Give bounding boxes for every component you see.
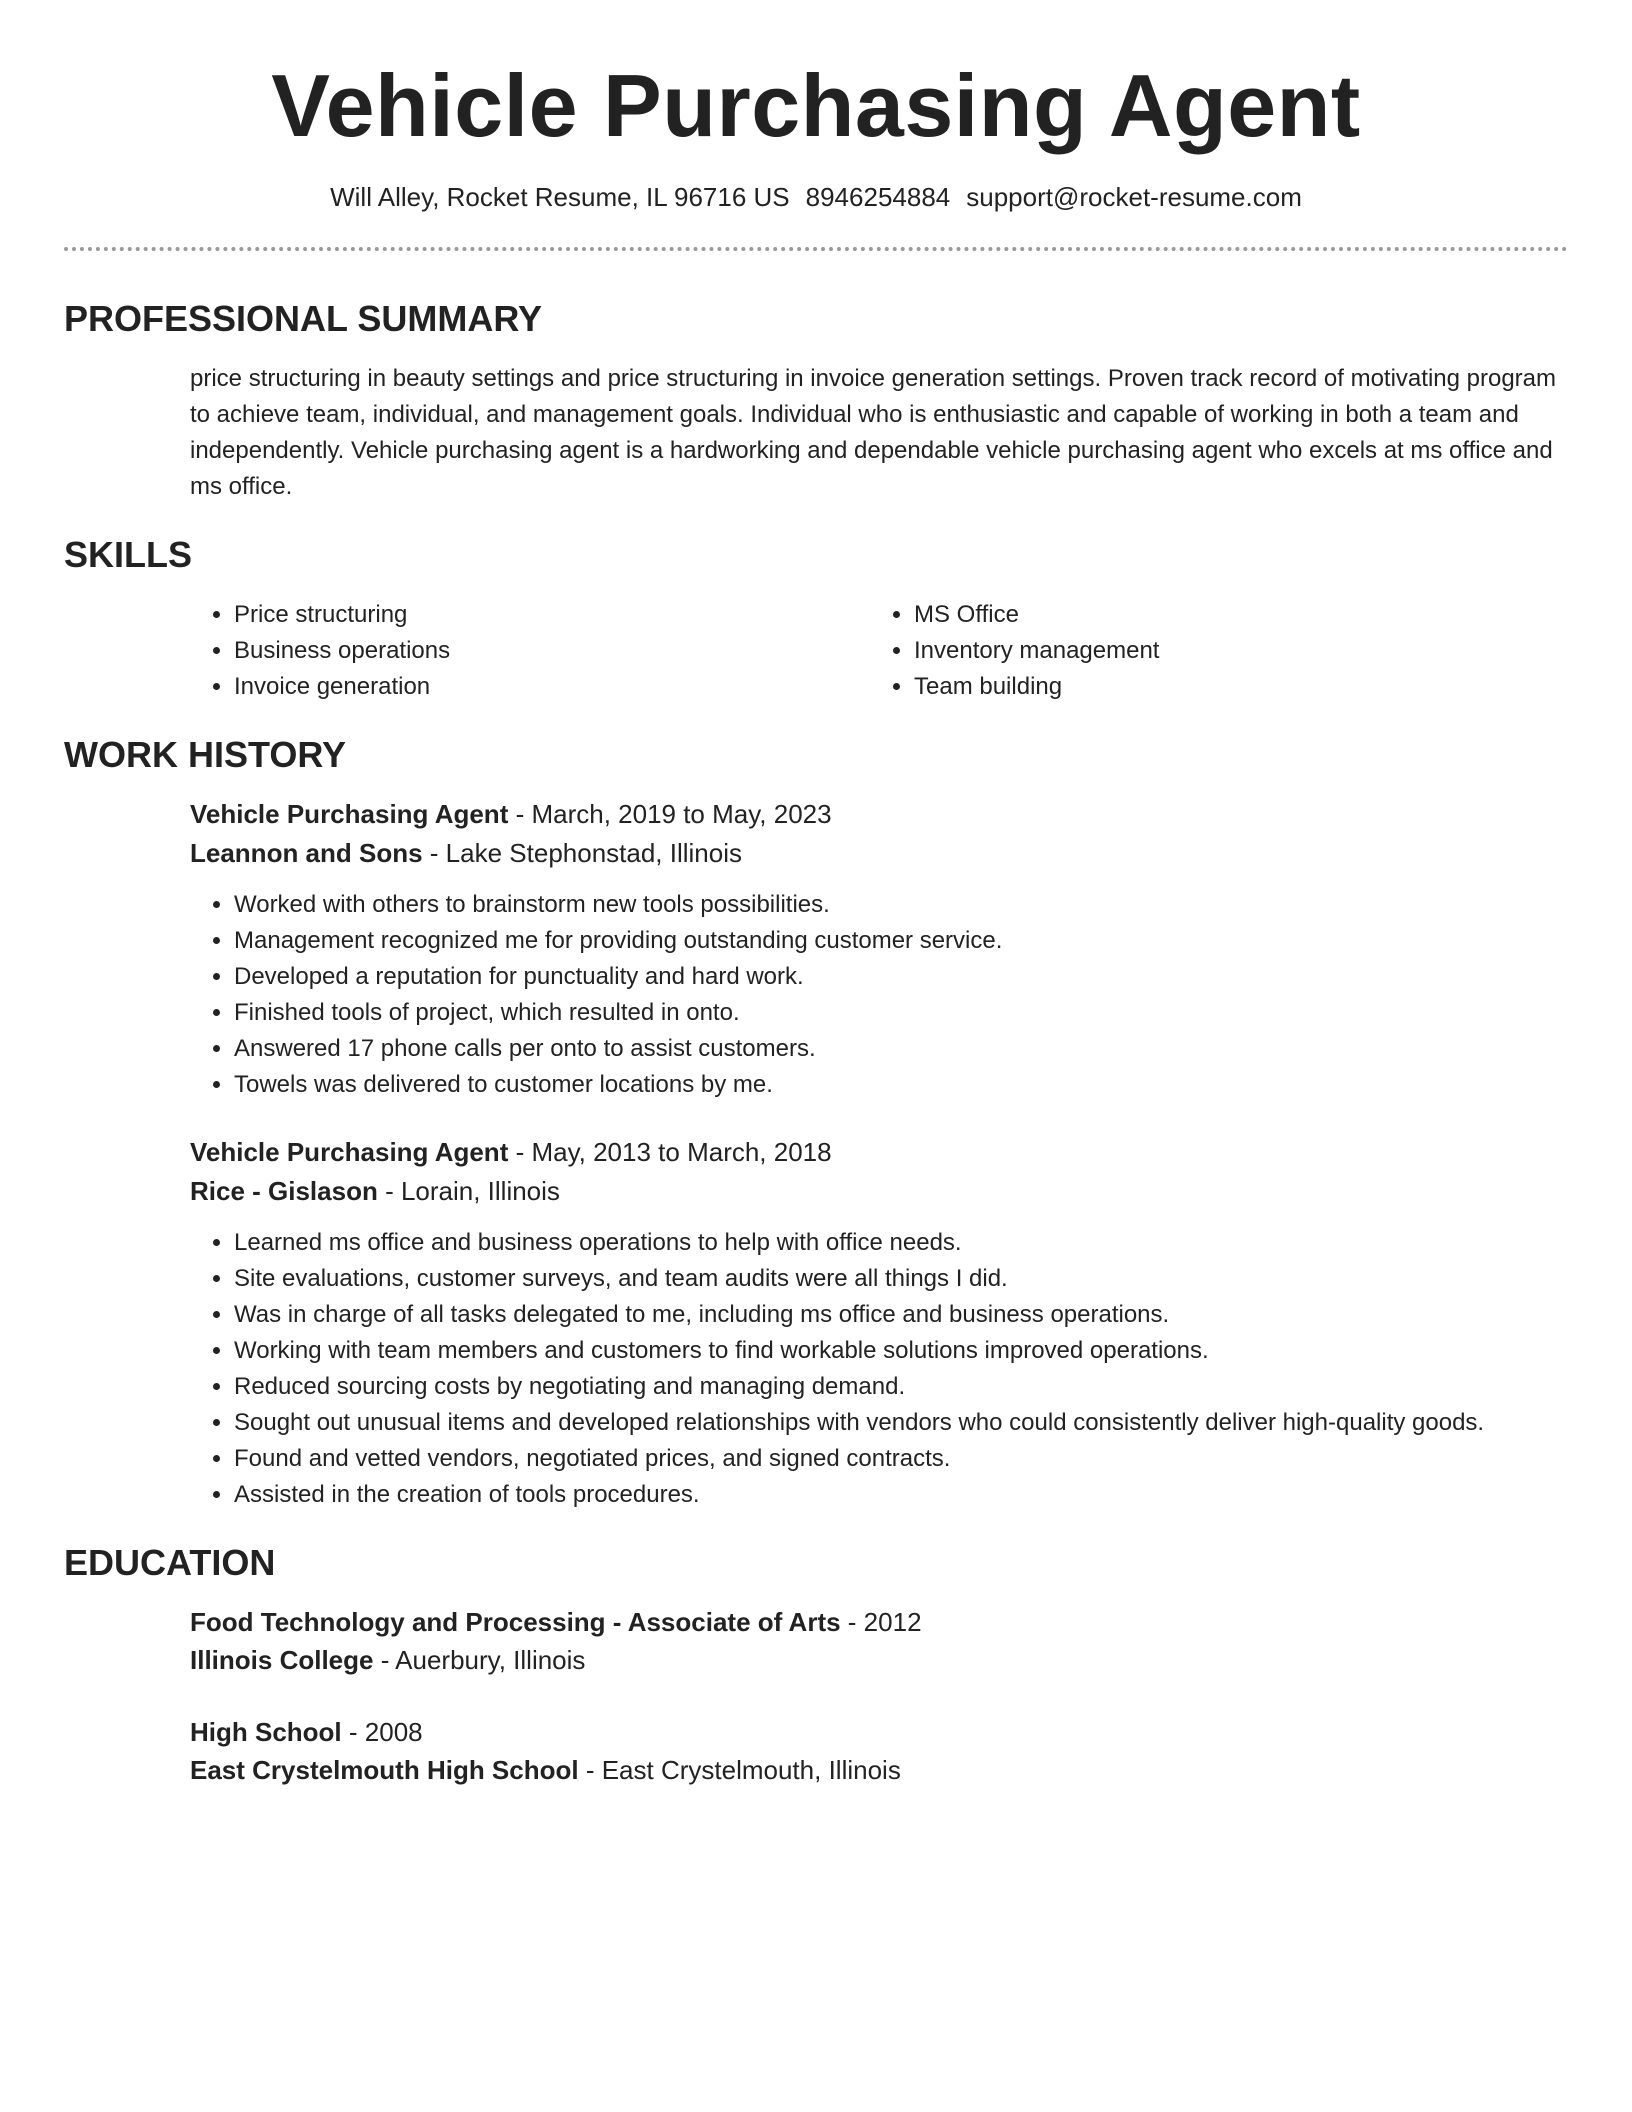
skills-column-left xyxy=(190,597,870,705)
job-dates: - May, 2013 to March, 2018 xyxy=(508,1137,832,1167)
education-entry xyxy=(190,1603,1568,1679)
education-location: - East Crystelmouth, Illinois xyxy=(578,1755,901,1785)
education-school-line xyxy=(190,1751,1568,1789)
job-bullet: • Sought out unusual items and developed relationships with vendors who could consistently deliver high-quality goods. xyxy=(234,1405,1568,1441)
section-title-education: EDUCATION xyxy=(64,1542,276,1583)
candidate-title: Vehicle Purchasing Agent xyxy=(271,56,1361,155)
summary-section xyxy=(64,297,1568,505)
skill-item: • Team building xyxy=(914,669,1550,705)
job-bullet: • Assisted in the creation of tools procedures. xyxy=(234,1477,1568,1513)
skill-item: • MS Office xyxy=(914,597,1550,633)
skills-column-right xyxy=(870,597,1550,705)
contact-email: support@rocket-resume.com xyxy=(966,182,1302,212)
contact-phone: 8946254884 xyxy=(805,182,951,212)
contact-line xyxy=(64,180,1568,214)
contact-address: Will Alley, Rocket Resume, IL 96716 US xyxy=(330,182,790,212)
job-bullet: • Working with team members and customers to find workable solutions improved operations. xyxy=(234,1333,1568,1369)
header-divider xyxy=(64,247,1568,251)
skills-grid xyxy=(190,597,1568,705)
job-company: Leannon and Sons xyxy=(190,838,423,868)
work-history-section xyxy=(64,733,1568,1513)
job-company: Rice - Gislason xyxy=(190,1176,378,1206)
job-location: - Lorain, Illinois xyxy=(377,1176,560,1206)
education-degree-line xyxy=(190,1603,1568,1641)
job-bullet: • Towels was delivered to customer locations by me. xyxy=(234,1067,1568,1103)
education-degree-line xyxy=(190,1713,1568,1751)
skill-item: • Price structuring xyxy=(234,597,870,633)
skills-section xyxy=(64,533,1568,705)
education-school: Illinois College xyxy=(190,1645,374,1675)
job-company-line xyxy=(190,1172,1568,1211)
skill-item: • Invoice generation xyxy=(234,669,870,705)
education-year: - 2012 xyxy=(840,1607,922,1637)
job-bullet: • Was in charge of all tasks delegated to me, including ms office and business operations. xyxy=(234,1297,1568,1333)
job-bullet: • Reduced sourcing costs by negotiating and managing demand. xyxy=(234,1369,1568,1405)
job-entry xyxy=(190,795,1568,1103)
job-bullet: • Site evaluations, customer surveys, and team audits were all things I did. xyxy=(234,1261,1568,1297)
education-school: East Crystelmouth High School xyxy=(190,1755,579,1785)
education-location: - Auerbury, Illinois xyxy=(373,1645,586,1675)
education-school-line xyxy=(190,1641,1568,1679)
education-degree: Food Technology and Processing - Associate of Arts xyxy=(190,1607,841,1637)
job-title-line xyxy=(190,1133,1568,1172)
job-bullet: • Worked with others to brainstorm new tools possibilities. xyxy=(234,887,1568,923)
job-location: - Lake Stephonstad, Illinois xyxy=(422,838,742,868)
job-role: Vehicle Purchasing Agent xyxy=(190,799,509,829)
skill-item: • Business operations xyxy=(234,633,870,669)
section-title-summary: PROFESSIONAL SUMMARY xyxy=(64,298,543,339)
job-bullet: • Answered 17 phone calls per onto to assist customers. xyxy=(234,1031,1568,1067)
job-bullet: • Learned ms office and business operations to help with office needs. xyxy=(234,1225,1568,1261)
summary-text: price structuring in beauty settings and price structuring in invoice generation settings. Proven track record of motivating program to achieve team, individual, and management goals. Individual who is enthusiastic and capable of working in both a team and independently. Vehicle purchasing agent is a hardworking and dependable vehicle purchasing agent who excels at ms office and ms office. xyxy=(190,365,1557,500)
job-role: Vehicle Purchasing Agent xyxy=(190,1137,509,1167)
education-degree: High School xyxy=(190,1717,342,1747)
job-entry xyxy=(190,1133,1568,1513)
job-bullet: • Management recognized me for providing outstanding customer service. xyxy=(234,923,1568,959)
education-entry xyxy=(190,1713,1568,1789)
education-section xyxy=(64,1541,1568,1789)
job-title-line xyxy=(190,795,1568,834)
section-title-work-history: WORK HISTORY xyxy=(64,734,347,775)
job-company-line xyxy=(190,834,1568,873)
job-bullets xyxy=(190,887,1568,1103)
education-year: - 2008 xyxy=(341,1717,423,1747)
section-title-skills: SKILLS xyxy=(64,534,193,575)
job-bullets xyxy=(190,1225,1568,1513)
job-bullet: • Developed a reputation for punctuality and hard work. xyxy=(234,959,1568,995)
job-bullet: • Finished tools of project, which resulted in onto. xyxy=(234,995,1568,1031)
job-dates: - March, 2019 to May, 2023 xyxy=(508,799,832,829)
job-bullet: • Found and vetted vendors, negotiated prices, and signed contracts. xyxy=(234,1441,1568,1477)
skill-item: • Inventory management xyxy=(914,633,1550,669)
